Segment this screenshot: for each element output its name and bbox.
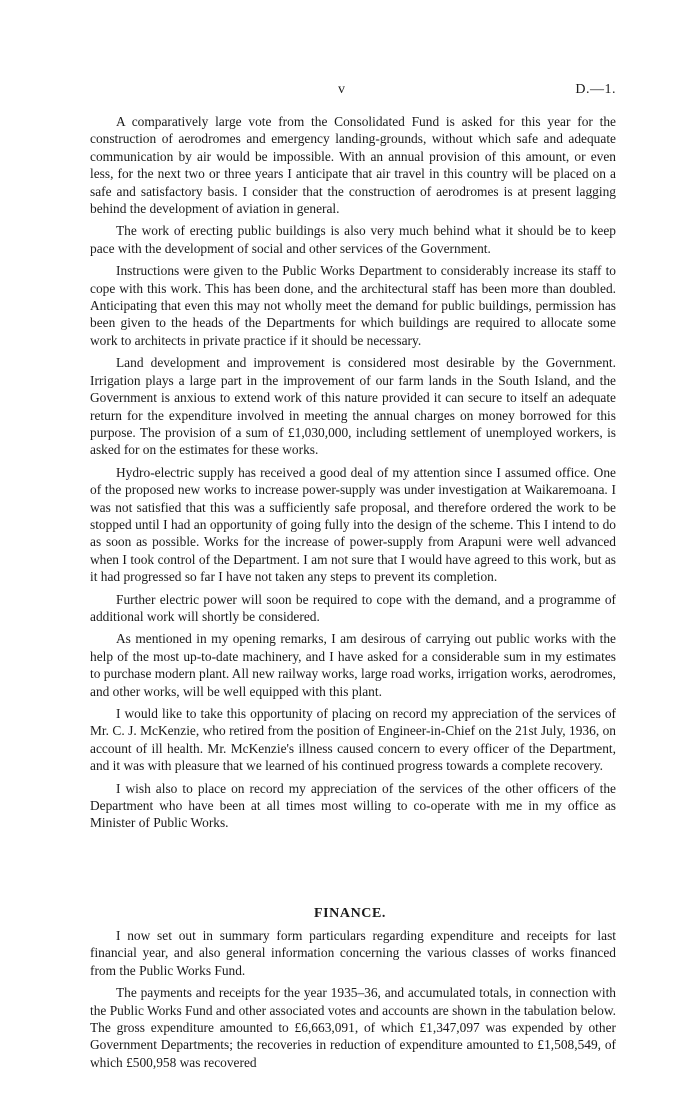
paragraph-machinery: As mentioned in my opening remarks, I am desirous of carrying out public works with the help of the most up-to-date machinery, and I have asked for a considerable sum in my estimates to purchase modern plant. All new railway works, large road works, irrigation works, aerodromes, and other works, will be well equipped with this plant. xyxy=(90,631,616,699)
finance-section xyxy=(90,927,616,1076)
paragraph-electric-power: Further electric power will soon be required to cope with the demand, and a programme of additional work will shortly be considered. xyxy=(90,591,616,624)
paragraph-finance-summary: I now set out in summary form particulars regarding expenditure and receipts for last financial year, and also general information concerning the various classes of works financed from the Public Works Fund. xyxy=(90,928,616,978)
paragraph-mckenzie: I would like to take this opportunity of placing on record my appreciation of the services of Mr. C. J. McKenzie, who retired from the position of Engineer-in-Chief on the 21st July, 1936, on account of ill health. Mr. McKenzie's illness caused concern to every officer of the Department, and it was with pleasure that we learned of his continued progress towards a complete recovery. xyxy=(90,706,616,774)
paragraph-hydro-electric: Hydro-electric supply has received a good deal of my attention since I assumed office. One of the proposed new works to increase power-supply was under investigation at Waikaremoana. I was not satisfied that this was a sufficiently safe proposal, and therefore ordered the work to be stopped until I had an opportunity of going fully into the design of the scheme. This I intend to do as soon as possible. Works for the increase of power-supply from Arapuni were well advanced when I took control of the Department. I am not sure that I would have agreed to this work, but as it had progressed so far I have not taken any steps to prevent its completion. xyxy=(90,464,616,585)
paragraph-architectural-staff: Instructions were given to the Public Works Department to considerably increase its staff to cope with this work. This has been done, and the architectural staff has been more than doubled. Anticipating that even this may not wholly meet the demand for public buildings, permission has been given to the heads of the Departments for which buildings are required to allocate some work to architects in private practice if it should be necessary. xyxy=(90,263,616,348)
paragraph-land-development: Land development and improvement is considered most desirable by the Government. Irrigation plays a large part in the improvement of our farm lands in the South Island, and the Government is anxious to extend work of this nature provided it can secure to itself an adequate return for the expenditure involved in meeting the annual charges on money borrowed for this purpose. The provision of a sum of £1,030,000, including settlement of unemployed workers, is asked for on the estimates for these works. xyxy=(90,355,616,458)
paragraph-finance-payments: The payments and receipts for the year 1935–36, and accumulated totals, in connection with the Public Works Fund and other associated votes and accounts are shown in the tabulation below. The gross expenditure amounted to £6,663,091, of which £1,347,097 was expended by other Government Departments; the recoveries in reduction of expenditure amounted to £1,508,549, of which £500,958 was recovered xyxy=(90,985,616,1070)
finance-heading: FINANCE. xyxy=(313,906,387,921)
document-reference: D.—1. xyxy=(575,82,616,97)
paragraph-public-buildings: The work of erecting public buildings is also very much behind what it should be to keep pace with the development of social and other services of the Government. xyxy=(90,223,616,256)
page-header xyxy=(0,82,700,102)
paragraph-officers: I wish also to place on record my appreciation of the services of the other officers of the Department who have been at all times most willing to co-operate with me in my office as Minister of Public Works. xyxy=(90,780,616,831)
main-text xyxy=(90,113,616,837)
page-number: v xyxy=(338,82,345,97)
paragraph-aerodromes: A comparatively large vote from the Consolidated Fund is asked for this year for the construction of aerodromes and emergency landing-grounds, without which safe and adequate communication by air would be impossible. With an annual provision of this amount, or even less, for the next two or three years I anticipate that air travel in this country will be placed on a safe and satisfactory basis. I consider that the construction of aerodromes is at present lagging behind the development of aviation in general. xyxy=(90,114,616,217)
